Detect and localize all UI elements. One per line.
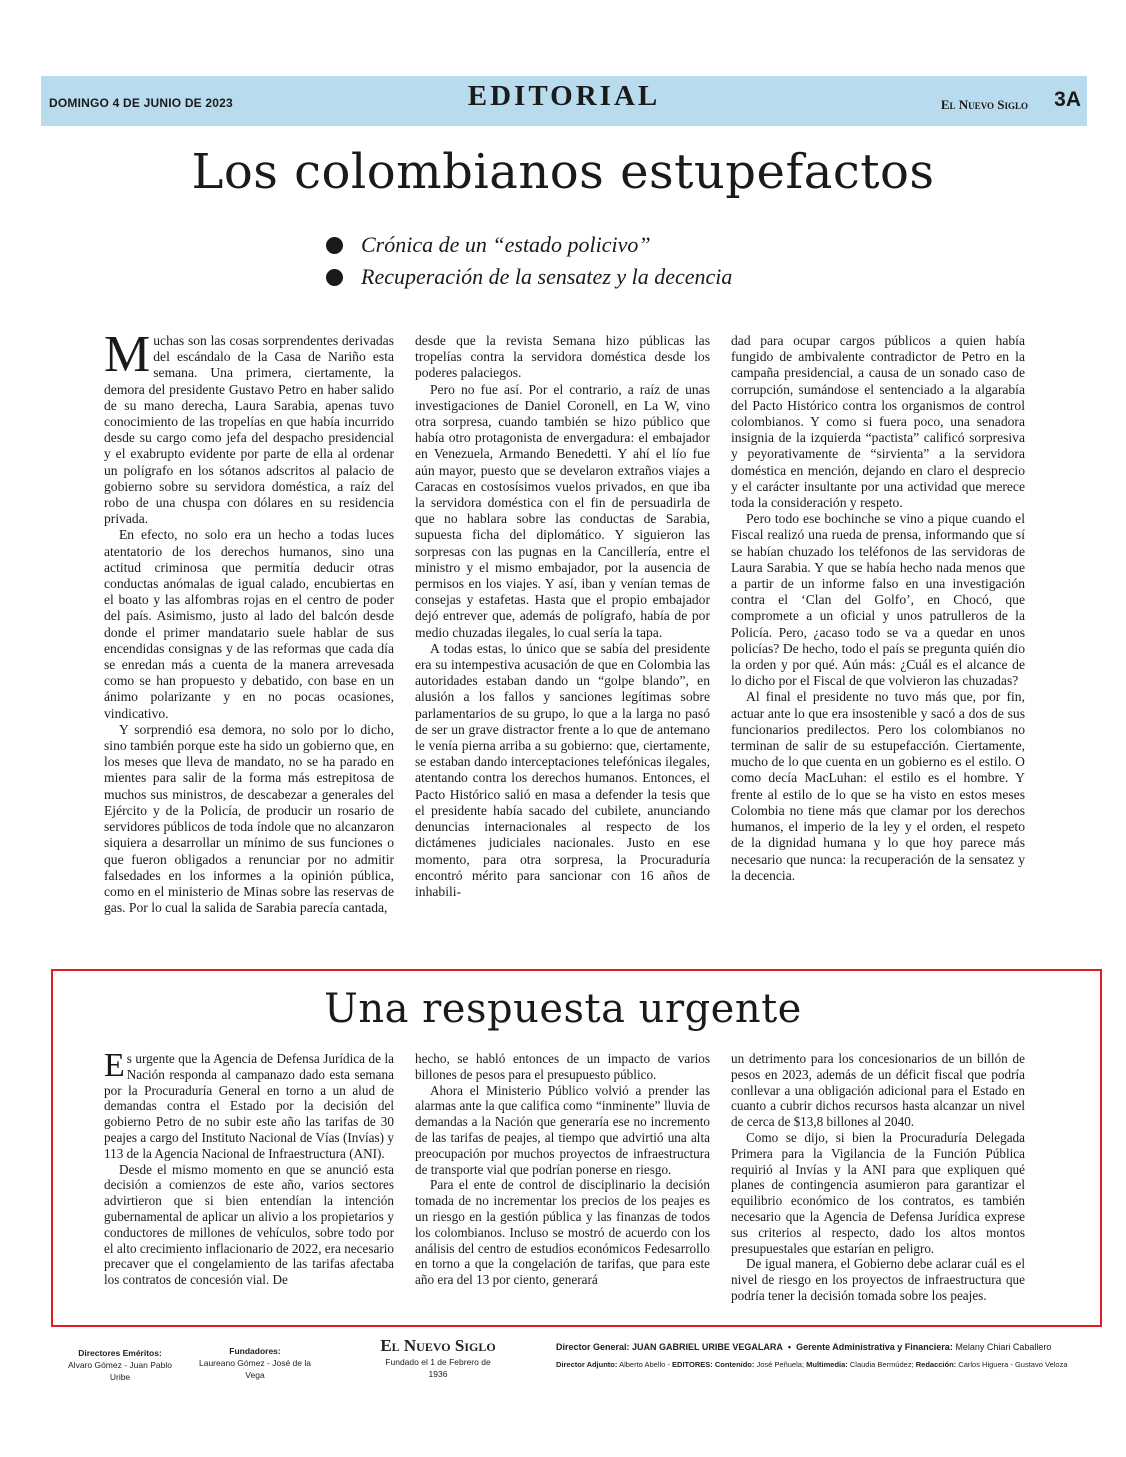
editorial-2-column-3	[731, 1051, 1025, 1304]
paragraph: A todas estas, lo único que se sabía del presidente era su intempestiva acusación de que en Colombia las autoridades estaban dando un “golpe blando”, en alusión a los fallos y sanciones legítimas sobre parlamentarios de su grupo, lo que a la larga no pasó de ser un grave distractor frente a lo que de antemano le venía pierna arriba a su gobierno: que, ciertamente, se estaban dando interceptaciones telefónicas ilegales, atentando contra los derechos humanos. Entonces, el Pacto Histórico salió en masa a defender la tesis que el presidente había sacado del cubilete, anunciando denuncias internacionales al respecto de los dictámenes judiciales nacionales. Justo en ese momento, para otra sorpresa, la Procuraduría encontró mérito para sancionar con 16 años de inhabili-	[415, 640, 710, 899]
editorial-1-column-2	[415, 333, 710, 900]
paragraph: Pero todo ese bochinche se vino a pique cuando el Fiscal realizó una rueda de prensa, informando que sí se habían chuzado los teléfonos de las servidoras de Laura Sarabia. Y que se había hecho nada menos que a partir de un informe falso en una investigación contra el ‘Clan del Golfo’, en Chocó, que compromete a un oficial y unos patrulleros de la Policía. Pero, ¿acaso todo se va a quedar en unos policías? De hecho, todo el país se pregunta quién dio la orden y por qué. Aún más: ¿Cuál es el alcance de lo dicho por el Fiscal de que volvieron las chuzadas?	[731, 511, 1025, 689]
page-header	[41, 76, 1087, 126]
header-date: DOMINGO 4 DE JUNIO DE 2023	[49, 96, 233, 110]
paragraph: Como se dijo, si bien la Procuraduría Delegada Primera para la Vigilancia de la Función Pública requirió al Invías y la ANI para que expliquen qué planes de contingencia asumieron para garantizar el equilibrio económico de los contratos, es también necesario que la Agencia de Defensa Jurídica exprese sus criterios al respecto, dado los altos montos presupuestales que estarían en peligro.	[731, 1129, 1025, 1256]
editores-contenido: José Peñuela	[756, 1360, 802, 1369]
paragraph: dad para ocupar cargos públicos a quien había fungido de ambivalente contradictor de Petro en la campaña presidencial, a causa de un sonado caso de corrupción, sumándose el sentenciado a la algarabía del Pacto Histórico contra los organismos de control colombianos. Y como si fuera poco, una senadora insignia de la izquierda “pactista” calificó sorpresiva y peyorativamente de “sirvienta” a la servidora doméstica en mención, dejando en claro el desprecio y el carácter insultante por una actividad que merece toda la consideración y respeto.	[731, 333, 1025, 511]
subhead-item	[326, 229, 732, 261]
director-adjunto: Alberto Abello	[619, 1360, 666, 1369]
multimedia-label: Multimedia:	[806, 1360, 848, 1369]
paragraph: Muchas son las cosas sorprendentes derivadas del escándalo de la Casa de Nariño esta semana. Una primera, ciertamente, la demora del presidente Gustavo Petro en haber salido de su mano derecha, Laura Sarabia, apenas tuvo conocimiento de las tropelías en que había incurrido desde su cargo como jefa del despacho presidencial y el exabrupto evidente por parte de ella al ordenar un polígrafo en los sótanos adscritos al palacio de gobierno sobre su servidora doméstica, a raíz del robo de una chuspa con dólares en su residencia privada.	[104, 326, 394, 527]
directores-names: Alvaro Gómez - Juan Pablo Uribe	[68, 1360, 172, 1382]
paragraph: Ahora el Ministerio Público volvió a prender las alarmas ante la que califica como “inminente” lluvia de demandas a la Nación que generaría ese no incremento de las tarifas de peajes, al tiempo que advirtió una alta preocupación por muchos proyectos de infraestructura de transporte vial que podrían ponerse en riesgo.	[415, 1082, 710, 1177]
fundadores-label: Fundadores:	[229, 1346, 281, 1356]
subhead-item	[326, 261, 732, 293]
paragraph: En efecto, no solo era un hecho a todas luces atentatorio de los derechos humanos, sino una actitud criminosa que permitía deducir otras conductas anómalas de igual calado, encubiertas en el boato y las alfombras rojas en el centro de poder del país. Asimismo, justo al lado del balcón desde donde el primer mandatario suele hablar de sus encendidas consignas y de las reformas que cada día se enredan más a cuenta de la manera arrevesada como se han propuesto y debatido, con base en un ánimo polarizante y en no pocas ocasiones, vindicativo.	[104, 527, 394, 721]
bullet-icon	[326, 269, 343, 286]
paragraph: Al final el presidente no tuvo más que, por fin, actuar ante lo que era insostenible y sacó a dos de sus funcionarios predilectos. Pero los colombianos no terminan de salir de su estupefacción. Ciertamente, mucho de lo que cuenta en un gobierno es el estilo. O como decía MacLuhan: el estilo es el hombre. Y frente al estilo de lo que se ha visto en estos meses Colombia no tiene más que clamar por los derechos humanos, el imperio de la ley y el orden, el respeto de la dignidad humana y lo que hoy parece más necesario que nunca: la recuperación de la sensatez y la decencia.	[731, 689, 1025, 883]
separator: •	[787, 1342, 792, 1352]
editorial-2-column-1	[104, 1047, 394, 1288]
editores-label: EDITORES: Contenido:	[672, 1360, 755, 1369]
founded-date: Fundado el 1 de Febrero de 1936	[385, 1357, 491, 1379]
gerente: Melany Chiari Caballero	[955, 1342, 1052, 1352]
footer-logo-block	[376, 1336, 500, 1380]
bullet-icon	[326, 237, 343, 254]
director-adjunto-label: Director Adjunto:	[556, 1360, 618, 1369]
editorial-1-column-1	[104, 326, 394, 916]
paragraph: Para el ente de control de disciplinario la decisión tomada de no incrementar los precios de los peajes es un riesgo en la gestión pública y las finanzas de todos los colombianos. Incluso se mostró de acuerdo con los análisis del centro de estudios económicos Fedesarrollo en torno a que la congelación de tarifas, que para este año era del 13 por ciento, generará	[415, 1177, 710, 1288]
editorial-2-column-2	[415, 1051, 710, 1288]
footer-fundadores	[195, 1345, 315, 1381]
page-number: 3A	[1054, 88, 1081, 111]
paragraph: Es urgente que la Agencia de Defensa Jurídica de la Nación responda al campanazo dado esta semana por la Procuraduría General en torno a un alud de demandas contra el Estado por la decisión del gobierno Petro de no subir este año las tarifas de 30 peajes a cargo del Instituto Nacional de Vías (Invías) y 113 de la Agencia Nacional de Infraestructura (ANI).	[104, 1047, 394, 1161]
gerente-label: Gerente Administrativa y Financiera:	[796, 1342, 953, 1352]
editorial-1-headline: Los colombianos estupefactos	[191, 144, 935, 200]
paragraph: un detrimento para los concesionarios de un billón de pesos en 2023, además de un déficit fiscal que podría conllevar a una obligación adicional para el Estado en cuanto a cubrir dichos recursos hasta alcanzar un nivel de cerca de $13,8 billones al 2040.	[731, 1051, 1025, 1130]
paragraph: Y sorprendió esa demora, no solo por lo dicho, sino también porque este ha sido un gobierno que, en los meses que lleva de mandato, no se ha parado en mientes para salir de la forma más estrepitosa de muchos sus ministros, de descabezar a generales del Ejército y de la Policía, de producir un rosario de servidores públicos de toda índole que no alcanzaron siquiera a desarrollar un mínimo de sus funciones o que fueron obligados a renunciar por no admitir falsedades en los informes a la opinión pública, como en el ministerio de Minas sobre las reservas de gas. Por lo cual la salida de Sarabia parecía cantada,	[104, 721, 394, 916]
subhead-text: Crónica de un “estado policivo”	[361, 232, 651, 257]
paragraph: hecho, se habló entonces de un impacto de varios billones de pesos para el presupuesto público.	[415, 1051, 710, 1082]
footer-logo: El Nuevo Siglo	[380, 1336, 496, 1355]
redaccion-label: Redacción:	[915, 1360, 957, 1369]
paragraph: Desde el mismo momento en que se anunció esta decisión a comienzos de este año, varios sectores advirtieron que si bien entendían la intención gubernamental de aplicar un alivio a los propietarios y conductores de millones de vehículos, sobre todo por el alto crecimiento inflacionario de 2022, era necesario precaver que el congelamiento de las tarifas afectaba los contratos de concesión vial. De	[104, 1161, 394, 1288]
section-title: EDITORIAL	[467, 80, 661, 112]
fundadores-names: Laureano Gómez - José de la Vega	[199, 1358, 311, 1380]
footer-staff: Director General: JUAN GABRIEL URIBE VEGALARA • Gerente Administrativa y Financiera: Melany Chiari Caballero Director Adjunto: Alberto Abello - EDITORES: Contenido: José Peñuela; Multimedia: Claudia Bermúdez; Redacción: Carlos Higuera - Gustavo Veloza	[556, 1342, 1068, 1369]
director-general: JUAN GABRIEL URIBE VEGALARA	[632, 1342, 783, 1352]
multimedia: Claudia Bermúdez	[849, 1360, 912, 1369]
directores-label: Directores Eméritos:	[78, 1348, 162, 1358]
subhead-text: Recuperación de la sensatez y la decencia	[361, 264, 733, 289]
footer-directores	[60, 1347, 180, 1383]
editorial-1-subheads	[326, 229, 732, 293]
editorial-2-headline: Una respuesta urgente	[324, 986, 802, 1032]
paragraph: desde que la revista Semana hizo públicas las tropelías contra la servidora doméstica desde los poderes palaciegos.	[415, 333, 710, 381]
director-general-label: Director General:	[556, 1342, 630, 1352]
redaccion: Carlos Higuera - Gustavo Veloza	[958, 1360, 1068, 1369]
header-logo: El Nuevo Siglo	[940, 97, 1028, 112]
paragraph: De igual manera, el Gobierno debe aclarar cuál es el nivel de riesgo en los proyectos de infraestructura que podría tener la decisión tomada sobre los peajes.	[731, 1256, 1025, 1303]
editorial-1-column-3	[731, 333, 1025, 884]
paragraph: Pero no fue así. Por el contrario, a raíz de unas investigaciones de Daniel Coronell, en La W, vino otra sorpresa, cuando también se hizo público que había otro protagonista de envergadura: el embajador en Venezuela, Armando Benedetti. Y ahí el lío fue aún mayor, puesto que se develaron extraños viajes a Caracas en costosísimos vuelos privados, en que iba la servidora doméstica con el fin de persuadirla de que no hablara sobre las conductas de Sarabia, supuesta ficha del diplomático. Y siguieron las sorpresas con las pugnas en la Cancillería, entre el ministro y el mismo embajador, por la ausencia de permisos en los viajes. Y así, iban y venían temas de consejas y estafetas. Hasta que el propio embajador dejó entrever que, además de polígrafo, había de por medio chuzadas ilegales, lo cual sería la tapa.	[415, 381, 710, 640]
